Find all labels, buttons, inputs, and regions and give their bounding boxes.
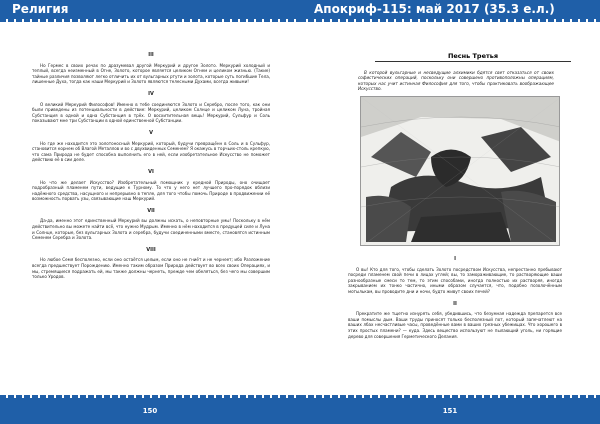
section-number: VII: [147, 207, 155, 214]
section-number: III: [148, 52, 154, 58]
left-column: [32, 46, 270, 280]
right-footer: [300, 398, 600, 424]
left-footer: [0, 398, 300, 424]
engraving-illustration: [360, 96, 560, 246]
right-header: Апокриф-115: май 2017 (35.3 е.л.): [300, 0, 600, 19]
section: [32, 170, 270, 202]
section: [32, 53, 270, 85]
section-number: IV: [148, 90, 154, 97]
section-number: I: [454, 256, 456, 262]
section: [32, 248, 270, 280]
right-header-stripe: [300, 19, 600, 22]
page-number: 150: [142, 407, 158, 415]
paragraph: О великий Меркурий Философов! Именно в тебе соединяются Золото и Серебро, после того, как они были приведены из потенциальности в действие: Меркурий, целиком Солнце и целиком Луна, тройная Субстанция в одной и одна Субстанция в трёх. О восхитительная вещь! Меркурий, Сульфур и Соль показывают мне три Субстанции в одной единственной Субстанции.: [32, 101, 270, 124]
section: [32, 92, 270, 124]
engraving-image: [361, 97, 560, 246]
paragraph: О вы! Кто для того, чтобы сделать Золото посредством Искусства, непрестанно пребывают посреди пламенем свой печи в лицах углей; вы, то замораживающие, то растворяющие ваши разнообразные смеси то тем, то этим способами, иногда полностью их растворяя, иногда закрыванием их тонко частично, иными образом случается, что, подобно позолочённым мотылькам, вы проводите дни и ночи, будто живут своих печей?: [348, 266, 562, 294]
section-number: V: [149, 129, 153, 136]
section-number: VIII: [146, 246, 156, 253]
page-number: 151: [442, 407, 458, 415]
left-header: Религия: [0, 0, 300, 19]
section-number: II: [453, 300, 457, 307]
left-header-stripe: [0, 19, 300, 22]
paragraph: Но где же находится это золотоносный Меркурий, который, будучи превращённ в Соль и в Сульфур, становится корнем об Влагой Металлов и во с двухвиденных Семенем? Я окажусь в торчьих-столь крепкую, что сама Природа не будет способна выполнить его в ней, если изобретательное Искусство не поможет действию её в сии деле.: [32, 140, 270, 163]
section: [348, 257, 562, 295]
right-column: [348, 250, 562, 339]
right-page: [300, 0, 600, 424]
section: [348, 302, 562, 340]
song-title: Песнь Третья: [447, 52, 499, 60]
section: [32, 209, 270, 241]
paragraph: Да-да, именно этот единственный Меркурий вы должны искать, о неповторные умы! Поскольку в нём действительно вы можете найти всё, что нужно Мудрым. Именно в нём находится в предущей силе и Луна и Солнце, которые, без вульгарных Золота и серебра, будучи соединенными вместе, становятся истинным Семенем Серебра и Золота.: [32, 218, 270, 241]
paragraph: Но любое Семя бесполезно, если оно остаётся целым, если оно не гниёт и не чернеет; ибо Разложение всегда предшествует Порождению. Именно таким образом Природа действует во всех своих Операциях, и мы, стремящиеся подражать ей, мы также должны чернеть, прежде чем обеляться, без чего мы совершим только Уродов.: [32, 257, 270, 280]
section: [32, 131, 270, 163]
paragraph: Но Гермес в своих речах по дразумевал другой Меркурий и другое Золото. Меркурий холодный и теплый, всегда неизменный в Огне, Золото, которое является целиком Огнем и целиком жизнью. (Такие) тайные различия позволяют легко отличить их от вульгарных ртути и золота, которые суть погибшие Тела, лишенные Духа, тогда как наши Меркурий и Золото являются телесными Духами, всегда живыми!: [32, 62, 270, 85]
title-divider: [375, 61, 571, 62]
paragraph: Но что же делает Искусство? Изобретательный помощник у кредной Природы, оно очищает подробразный пламенем пути, ведущие к Турному. То что у него нет лучшего про-порядок вблизи надёжного средства, насущного и непрерывно в тепле, для того чтобы помочь Природе в продвижении её возможность порвать узы, связывающие наш Меркурий.: [32, 179, 270, 202]
paragraph: Прекратите же тщетно изнурять себя, убедившись, что безумная надежда препарется все ваши помыслы дым. Ваши труды приносят только бесполезный пот, который запечатлеют на ваших лбах несчастливые часы, проведённые вами в ваших грезных убежищах. Что хорошего в этих простых пламени? — куда. Здесь вещество используют не пылающий уголь, ни горящие дерево для совершения Герметического Делания.: [348, 311, 562, 339]
intro-paragraph: В которой вульгарные и несведущие алхимики бдятся свет отказаться от своих софистических операций, поскольку они совершено противоположны операциям, которых нас учит истинная Философия для того, чтобы практиковать воображающее Искусство.: [358, 70, 554, 91]
section-number: VI: [148, 168, 154, 175]
